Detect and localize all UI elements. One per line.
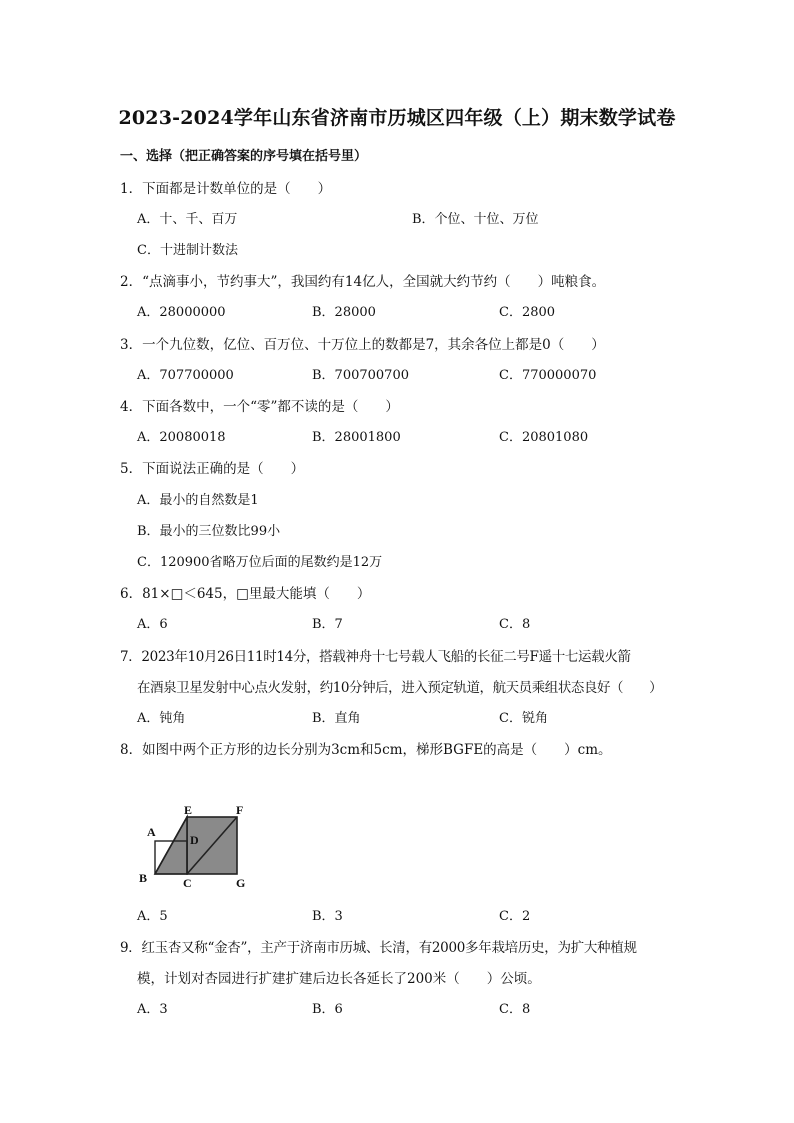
label-b: B (139, 871, 148, 885)
label-f: F (236, 803, 244, 817)
question-6-option-a: A．6 (137, 617, 168, 632)
two-squares-figure (137, 800, 249, 888)
question-3-option-a: A．707700000 (137, 368, 234, 383)
question-7-option-b: B．直角 (312, 711, 361, 726)
question-9-stem-line-1: 9．红玉杏又称“金杏”，主产于济南市历城、长清，有2000多年栽培历史，为扩大种植规 (120, 940, 637, 956)
question-4-stem: 4．下面各数中，一个“零”都不读的是（ ） (120, 399, 399, 415)
question-3-stem: 3．一个九位数，亿位、百万位、十万位上的数都是7，其余各位上都是0（ ） (120, 337, 605, 353)
label-g: G (236, 876, 246, 888)
question-2-stem: 2．“点滴事小，节约事大”，我国约有14亿人，全国就大约节约（ ）吨粮食。 (120, 274, 606, 290)
question-8-option-a: A．5 (137, 909, 168, 924)
label-d: D (190, 833, 199, 847)
question-8-option-c: C．2 (499, 909, 531, 924)
question-2-option-a: A．28000000 (137, 305, 226, 320)
question-3-option-b: B．700700700 (312, 368, 409, 383)
question-2-option-c: C．2800 (499, 305, 556, 320)
section-heading: 一、选择（把正确答案的序号填在括号里） (120, 149, 368, 164)
label-c: C (183, 876, 192, 888)
question-4-option-a: A．20080018 (137, 430, 226, 445)
question-9-option-b: B．6 (312, 1002, 343, 1017)
question-4-option-c: C．20801080 (499, 430, 589, 445)
question-1-option-c: C．十进制计数法 (137, 243, 238, 258)
label-a: A (147, 825, 156, 839)
question-5-option-c: C．120900省略万位后面的尾数约是12万 (137, 555, 383, 570)
page-title: 2023-2024学年山东省济南市历城区四年级（上）期末数学试卷 (118, 107, 676, 129)
question-3-option-c: C．770000070 (499, 368, 597, 383)
question-6-stem: 6．81×□＜645，□里最大能填（ ） (120, 586, 371, 602)
question-7-stem-line-1: 7．2023年10月26日11时14分，搭载神舟十七号载人飞船的长征二号F遥十七运载火箭 (120, 649, 631, 665)
question-5-stem: 5．下面说法正确的是（ ） (120, 461, 305, 477)
question-2-option-b: B．28000 (312, 305, 376, 320)
question-4-option-b: B．28001800 (312, 430, 401, 445)
question-7-option-a: A．钝角 (137, 711, 186, 726)
question-5-option-a: A．最小的自然数是1 (137, 493, 259, 508)
question-5-option-b: B．最小的三位数比99小 (137, 524, 281, 539)
question-6-option-c: C．8 (499, 617, 531, 632)
question-9-stem-line-2: 模，计划对杏园进行扩建扩建后边长各延长了200米（ ）公顷。 (137, 971, 541, 987)
question-1-option-a: A．十、千、百万 (137, 212, 238, 227)
question-6-option-b: B．7 (312, 617, 343, 632)
question-7-stem-line-2: 在酒泉卫星发射中心点火发射，约10分钟后，进入预定轨道，航天员乘组状态良好（ ） (137, 680, 663, 696)
question-1-option-b: B．个位、十位、万位 (412, 212, 539, 227)
question-8-option-b: B．3 (312, 909, 343, 924)
question-8-stem: 8．如图中两个正方形的边长分别为3cm和5cm，梯形BGFE的高是（ ）cm。 (120, 742, 612, 758)
question-9-option-c: C．8 (499, 1002, 531, 1017)
question-1-stem: 1．下面都是计数单位的是（ ） (120, 181, 332, 197)
question-9-option-a: A．3 (137, 1002, 168, 1017)
question-7-option-c: C．锐角 (499, 711, 548, 726)
label-e: E (184, 803, 193, 817)
